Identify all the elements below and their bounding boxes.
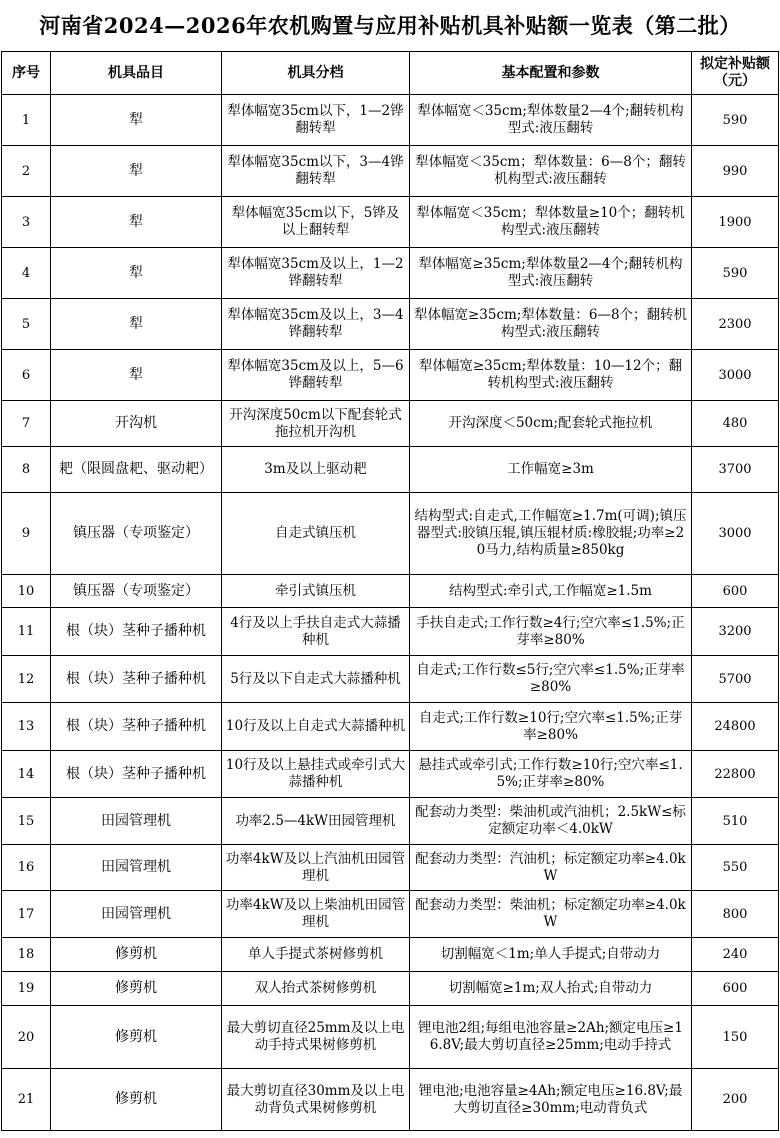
cell-item: 镇压器（专项鉴定）	[51, 493, 222, 575]
cell-grade: 犁体幅宽35cm以下，5铧及以上翻转犁	[222, 197, 410, 248]
cell-item: 修剪机	[51, 1069, 222, 1131]
cell-spec: 悬挂式或牵引式;工作行数≥10行;空穴率≤1.5%;正芽率≥80%	[410, 751, 692, 798]
cell-amount: 600	[692, 575, 779, 608]
cell-no: 17	[2, 891, 51, 938]
cell-amount: 590	[692, 248, 779, 299]
cell-spec: 锂电池;电池容量≥4Ah;额定电压≥16.8V;最大剪切直径≥30mm;电动背负式	[410, 1069, 692, 1131]
cell-spec: 配套动力类型：柴油机；标定额定功率≥4.0kW	[410, 891, 692, 938]
cell-spec: 手扶自走式;工作行数≥4行;空穴率≤1.5%;正芽率≥80%	[410, 608, 692, 656]
cell-spec: 犁体幅宽＜35cm；犁体数量≥10个；翻转机构型式:液压翻转	[410, 197, 692, 248]
cell-spec: 犁体幅宽≥35cm;犁体数量2—4个;翻转机构型式:液压翻转	[410, 248, 692, 299]
table-row	[2, 95, 779, 146]
cell-grade: 犁体幅宽35cm以下，3—4铧翻转犁	[222, 146, 410, 197]
cell-grade: 3m及以上驱动耙	[222, 447, 410, 493]
cell-item: 镇压器（专项鉴定）	[51, 575, 222, 608]
cell-grade: 牵引式镇压机	[222, 575, 410, 608]
cell-amount: 550	[692, 845, 779, 891]
cell-no: 7	[2, 401, 51, 447]
cell-grade: 4行及以上手扶自走式大蒜播种机	[222, 608, 410, 656]
header-no: 序号	[2, 52, 51, 95]
cell-no: 16	[2, 845, 51, 891]
cell-no: 6	[2, 350, 51, 401]
cell-spec: 配套动力类型：柴油机或汽油机；2.5kW≤标定额定功率＜4.0kW	[410, 798, 692, 845]
cell-spec: 工作幅宽≥3m	[410, 447, 692, 493]
cell-no: 15	[2, 798, 51, 845]
cell-item: 犁	[51, 95, 222, 146]
cell-amount: 3700	[692, 447, 779, 493]
cell-no: 5	[2, 299, 51, 350]
cell-grade: 功率4kW及以上汽油机田园管理机	[222, 845, 410, 891]
cell-item: 犁	[51, 146, 222, 197]
cell-amount: 5700	[692, 656, 779, 703]
cell-item: 根（块）茎种子播种机	[51, 751, 222, 798]
cell-grade: 犁体幅宽35cm以下，1—2铧翻转犁	[222, 95, 410, 146]
table-row	[2, 891, 779, 938]
cell-spec: 犁体幅宽＜35cm;犁体数量2—4个;翻转机构型式:液压翻转	[410, 95, 692, 146]
cell-no: 21	[2, 1069, 51, 1131]
table-row	[2, 656, 779, 703]
table-body	[2, 95, 779, 1131]
cell-item: 田园管理机	[51, 798, 222, 845]
cell-no: 19	[2, 972, 51, 1006]
cell-no: 13	[2, 703, 51, 751]
cell-amount: 22800	[692, 751, 779, 798]
cell-item: 根（块）茎种子播种机	[51, 703, 222, 751]
cell-item: 犁	[51, 248, 222, 299]
table-row	[2, 608, 779, 656]
cell-item: 根（块）茎种子播种机	[51, 656, 222, 703]
cell-amount: 3000	[692, 350, 779, 401]
cell-amount: 150	[692, 1006, 779, 1069]
cell-no: 10	[2, 575, 51, 608]
cell-item: 耙（限圆盘耙、驱动耙）	[51, 447, 222, 493]
cell-grade: 功率2.5—4kW田园管理机	[222, 798, 410, 845]
cell-spec: 切割幅宽≥1m;双人抬式;自带动力	[410, 972, 692, 1006]
cell-no: 8	[2, 447, 51, 493]
cell-grade: 最大剪切直径30mm及以上电动背负式果树修剪机	[222, 1069, 410, 1131]
table-header-row	[2, 52, 779, 95]
cell-item: 修剪机	[51, 938, 222, 972]
cell-spec: 自走式;工作行数≤5行;空穴率≤1.5%;正芽率≥80%	[410, 656, 692, 703]
header-grade: 机具分档	[222, 52, 410, 95]
cell-grade: 5行及以下自走式大蒜播种机	[222, 656, 410, 703]
cell-spec: 自走式;工作行数≥10行;空穴率≤1.5%;正芽率≥80%	[410, 703, 692, 751]
table-row	[2, 1006, 779, 1069]
cell-amount: 1900	[692, 197, 779, 248]
cell-item: 犁	[51, 350, 222, 401]
cell-item: 根（块）茎种子播种机	[51, 608, 222, 656]
cell-grade: 开沟深度50cm以下配套轮式拖拉机开沟机	[222, 401, 410, 447]
table-row	[2, 798, 779, 845]
header-spec: 基本配置和参数	[410, 52, 692, 95]
table-row	[2, 146, 779, 197]
table-row	[2, 972, 779, 1006]
cell-no: 4	[2, 248, 51, 299]
cell-amount: 24800	[692, 703, 779, 751]
table-row	[2, 575, 779, 608]
header-amount: 拟定补贴额（元）	[692, 52, 779, 95]
cell-no: 11	[2, 608, 51, 656]
cell-item: 开沟机	[51, 401, 222, 447]
cell-grade: 10行及以上自走式大蒜播种机	[222, 703, 410, 751]
cell-item: 犁	[51, 299, 222, 350]
cell-spec: 锂电池2组;每组电池容量≥2Ah;额定电压≥16.8V;最大剪切直径≥25mm;电动手持式	[410, 1006, 692, 1069]
cell-amount: 600	[692, 972, 779, 1006]
table-row	[2, 197, 779, 248]
cell-amount: 3000	[692, 493, 779, 575]
cell-amount: 240	[692, 938, 779, 972]
cell-spec: 结构型式:牵引式,工作幅宽≥1.5m	[410, 575, 692, 608]
cell-no: 20	[2, 1006, 51, 1069]
cell-spec: 配套动力类型：汽油机；标定额定功率≥4.0kW	[410, 845, 692, 891]
cell-item: 田园管理机	[51, 845, 222, 891]
cell-no: 3	[2, 197, 51, 248]
cell-no: 2	[2, 146, 51, 197]
cell-amount: 510	[692, 798, 779, 845]
cell-spec: 犁体幅宽＜35cm；犁体数量：6—8个；翻转机构型式:液压翻转	[410, 146, 692, 197]
cell-grade: 犁体幅宽35cm及以上，3—4铧翻转犁	[222, 299, 410, 350]
cell-no: 1	[2, 95, 51, 146]
cell-item: 修剪机	[51, 972, 222, 1006]
table-row	[2, 447, 779, 493]
cell-grade: 犁体幅宽35cm及以上，1—2铧翻转犁	[222, 248, 410, 299]
header-item: 机具品目	[51, 52, 222, 95]
cell-no: 14	[2, 751, 51, 798]
cell-grade: 功率4kW及以上柴油机田园管理机	[222, 891, 410, 938]
cell-spec: 结构型式:自走式,工作幅宽≥1.7m(可调);镇压器型式:胶镇压辊,镇压辊材质:橡胶辊;功率≥20马力,结构质量≥850kg	[410, 493, 692, 575]
table-row	[2, 401, 779, 447]
cell-spec: 犁体幅宽≥35cm;犁体数量：10—12个；翻转机构型式:液压翻转	[410, 350, 692, 401]
table-row	[2, 493, 779, 575]
cell-amount: 990	[692, 146, 779, 197]
cell-grade: 10行及以上悬挂式或牵引式大蒜播种机	[222, 751, 410, 798]
table-row	[2, 845, 779, 891]
cell-amount: 590	[692, 95, 779, 146]
cell-spec: 切割幅宽＜1m;单人手提式;自带动力	[410, 938, 692, 972]
cell-item: 田园管理机	[51, 891, 222, 938]
cell-grade: 犁体幅宽35cm及以上，5—6铧翻转犁	[222, 350, 410, 401]
cell-spec: 开沟深度＜50cm;配套轮式拖拉机	[410, 401, 692, 447]
cell-spec: 犁体幅宽≥35cm;犁体数量：6—8个；翻转机构型式:液压翻转	[410, 299, 692, 350]
table-row	[2, 350, 779, 401]
table-row	[2, 703, 779, 751]
cell-grade: 最大剪切直径25mm及以上电动手持式果树修剪机	[222, 1006, 410, 1069]
page-title: 河南省2024—2026年农机购置与应用补贴机具补贴额一览表（第二批）	[39, 13, 741, 38]
cell-no: 12	[2, 656, 51, 703]
subsidy-table	[1, 51, 779, 1131]
table-row	[2, 751, 779, 798]
cell-grade: 自走式镇压机	[222, 493, 410, 575]
cell-item: 犁	[51, 197, 222, 248]
cell-amount: 2300	[692, 299, 779, 350]
cell-grade: 单人手提式茶树修剪机	[222, 938, 410, 972]
cell-amount: 480	[692, 401, 779, 447]
table-row	[2, 938, 779, 972]
table-row	[2, 1069, 779, 1131]
cell-item: 修剪机	[51, 1006, 222, 1069]
cell-no: 18	[2, 938, 51, 972]
table-row	[2, 248, 779, 299]
cell-amount: 3200	[692, 608, 779, 656]
cell-amount: 200	[692, 1069, 779, 1131]
table-row	[2, 299, 779, 350]
cell-grade: 双人抬式茶树修剪机	[222, 972, 410, 1006]
cell-amount: 800	[692, 891, 779, 938]
cell-no: 9	[2, 493, 51, 575]
